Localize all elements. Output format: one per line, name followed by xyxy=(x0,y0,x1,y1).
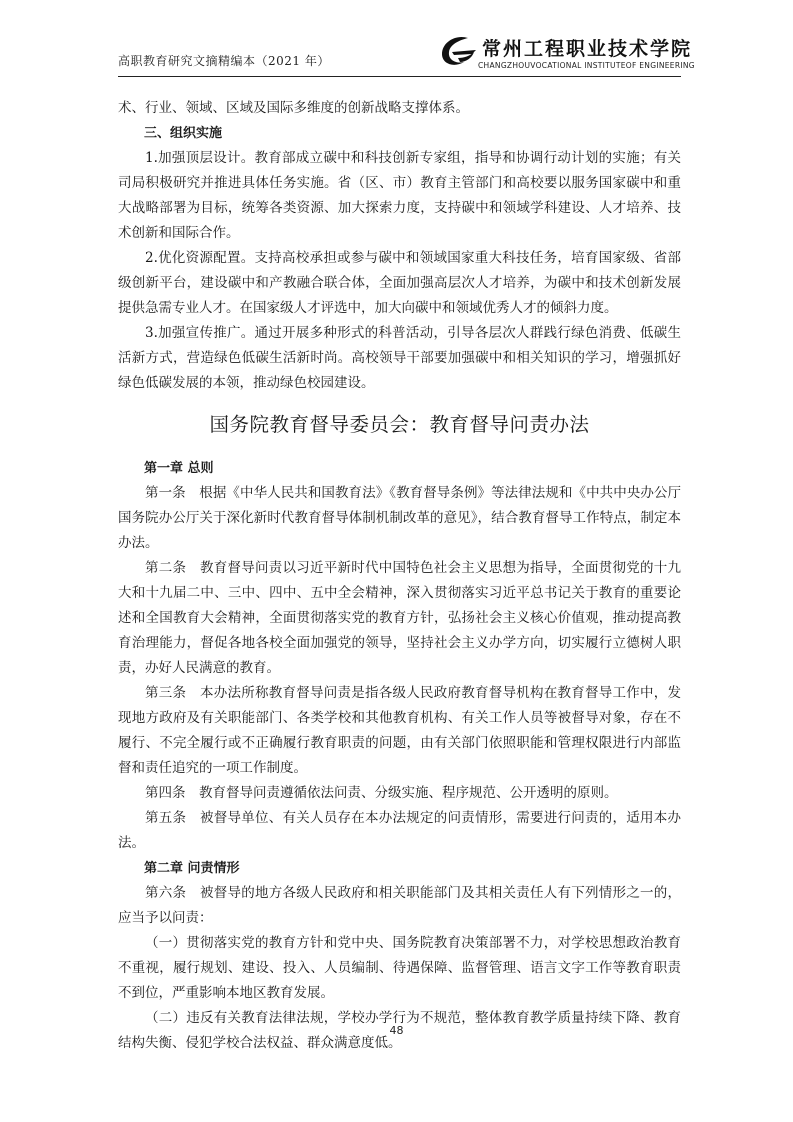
article-paragraph: 第三条 本办法所称教育督导问责是指各级人民政府教育督导机构在教育督导工作中，发现地方政府及有关职能部门、各类学校和其他教育机构、有关工作人员等被督导对象，存在不履行、不完全履行或不正确履行教育职责的问题，由有关部门依照职能和管理权限进行内部监督和责任追究的一项工作制度。 xyxy=(118,685,681,776)
article-paragraph: 第一条 根据《中华人民共和国教育法》《教育督导条例》等法律法规和《中共中央办公厅 国务院办公厅关于深化新时代教育督导体制机制改革的意见》，结合教育督导工作特点，制定本办法。 xyxy=(118,485,681,551)
article-paragraph: （一）贯彻落实党的教育方针和党中央、国务院教育决策部署不力，对学校思想政治教育不重视，履行规划、建设、投入、人员编制、待遇保障、监督管理、语言文字工作等教育职责不到位，严重影响本地区教育发展。 xyxy=(118,935,681,1001)
publication-title: 高职教育研究文摘精编本（2021 年） xyxy=(118,54,330,68)
chapter-heading: 第一章 总则 xyxy=(144,461,214,476)
paragraph: 3.加强宣传推广。通过开展多种形式的科普活动，引导各层次人群践行绿色消费、低碳生活新方式，营造绿色低碳生活新时尚。高校领导干部要加强碳中和相关知识的学习，增强抓好绿色低碳发展的本领，推动绿色校园建设。 xyxy=(118,325,681,391)
article-paragraph: 第五条 被督导单位、有关人员存在本办法规定的问责情形，需要进行问责的，适用本办法。 xyxy=(118,810,681,851)
page-header xyxy=(118,28,695,76)
article-title: 国务院教育督导委员会：教育督导问责办法 xyxy=(209,413,590,436)
page-body xyxy=(118,96,681,1056)
paragraph: 2.优化资源配置。支持高校承担或参与碳中和领域国家重大科技任务，培育国家级、省部级创新平台，建设碳中和产教融合联合体，全面加强高层次人才培养，为碳中和技术创新发展提供急需专业人才。在国家级人才评选中，加大向碳中和领域优秀人才的倾斜力度。 xyxy=(118,250,681,316)
school-swoosh-logo-icon xyxy=(438,32,478,70)
article-paragraph: 第四条 教育督导问责遵循依法问责、分级实施、程序规范、公开透明的原则。 xyxy=(145,785,618,801)
paragraph: 1.加强顶层设计。教育部成立碳中和科技创新专家组，指导和协调行动计划的实施；有关司局积极研究并推进具体任务实施。省（区、市）教育主管部门和高校要以服务国家碳中和重大战略部署为目标，统筹各类资源、加大探索力度，支持碳中和领域学科建设、人才培养、技术创新和国际合作。 xyxy=(118,150,681,241)
school-name-english: CHANGZHOUVOCATIONAL INSTITUTEOF ENGINEERING xyxy=(478,61,695,70)
section-heading: 三、组织实施 xyxy=(144,126,223,141)
article-paragraph: （二）违反有关教育法律法规，学校办学行为不规范，整体教育教学质量持续下降、教育结构失衡、侵犯学校合法权益、群众满意度低。 xyxy=(118,1010,681,1051)
page-number: 48 xyxy=(389,1024,404,1037)
school-name: 常州工程职业技术学院 xyxy=(482,38,693,60)
header-divider xyxy=(118,76,681,77)
article-paragraph: 第六条 被督导的地方各级人民政府和相关职能部门及其相关责任人有下列情形之一的，应当予以问责： xyxy=(118,885,681,926)
paragraph: 术、行业、领域、区域及国际多维度的创新战略支撑体系。 xyxy=(118,100,469,116)
article-paragraph: 第二条 教育督导问责以习近平新时代中国特色社会主义思想为指导，全面贯彻党的十九大和十九届二中、三中、四中、五中全会精神，深入贯彻落实习近平总书记关于教育的重要论述和全国教育大会精神，全面贯彻落实党的教育方针，弘扬社会主义核心价值观，推动提高教育治理能力，督促各地各校全面加强党的领导，坚持社会主义办学方向，切实履行立德树人职责，办好人民满意的教育。 xyxy=(118,560,681,676)
chapter-heading: 第二章 问责情形 xyxy=(144,861,240,876)
